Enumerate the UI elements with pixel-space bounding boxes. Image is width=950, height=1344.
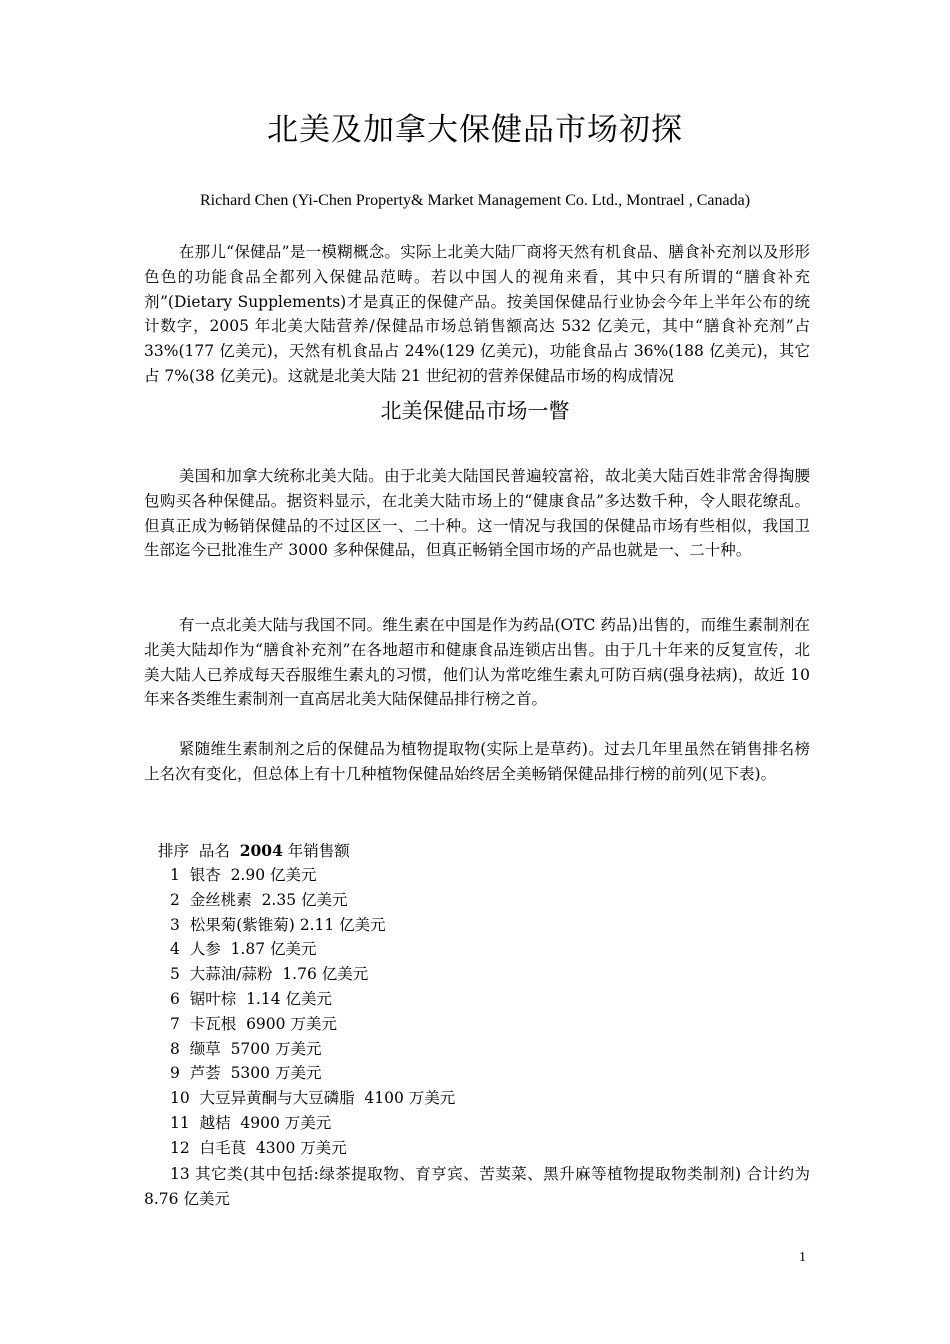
ranking-header-year: 2004 (239, 841, 283, 860)
ranking-item: 10 大豆异黄酮与大豆磷脂 4100 万美元 (170, 1089, 456, 1108)
ranking-item: 5 大蒜油/蒜粉 1.76 亿美元 (170, 965, 369, 984)
ranking-item: 9 芦荟 5300 万美元 (170, 1064, 322, 1083)
botanical-paragraph: 紧随维生素制剂之后的保健品为植物提取物(实际上是草药)。过去几年里虽然在销售排名榜上名次有变化，但总体上有十几种植物保健品始终居全美畅销保健品排行榜的前列(见下表)。 (144, 740, 810, 783)
document-title: 北美及加拿大保健品市场初探 (267, 112, 683, 148)
ranking-item: 11 越桔 4900 万美元 (170, 1113, 332, 1132)
author-line: Richard Chen (Yi-Chen Property& Market Management Co. Ltd., Montrael , Canada) (199, 192, 751, 209)
ranking-item: 1 银杏 2.90 亿美元 (170, 866, 317, 884)
ranking-item: 8 缬草 5700 万美元 (170, 1039, 322, 1058)
ranking-item-other: 13 其它类(其中包括:绿茶提取物、育亨宾、苦荬菜、黑升麻等植物提取物类制剂) 合计约为 8.76 亿美元 (144, 1165, 810, 1208)
section-title: 北美保健品市场一瞥 (380, 399, 570, 423)
vitamin-paragraph: 有一点北美大陆与我国不同。维生素在中国是作为药品(OTC 药品)出售的，而维生素制剂在北美大陆却作为“膳食补充剂”在各地超市和健康食品连锁店出售。由于几十年来的反复宣传，北美大陆人已养成每天吞服维生素丸的习惯，他们认为常吃维生素丸可防百病(强身祛病)，故近 10 年来各类维生素制剂一直高居北美大陆保健品排行榜之首。 (144, 616, 810, 709)
ranking-item: 6 锯叶棕 1.14 亿美元 (170, 989, 333, 1008)
ranking-item: 2 金丝桃素 2.35 亿美元 (170, 890, 348, 909)
ranking-header-prefix: 排序 品名 (158, 842, 240, 860)
ranking-list (170, 863, 810, 1161)
intro-paragraph: 在那儿“保健品”是一模糊概念。实际上北美大陆厂商将天然有机食品、膳食补充剂以及形形色色的功能食品全都列入保健品范畴。若以中国人的视角来看，其中只有所谓的“膳食补充剂”(Dietary Supplements)才是真正的保健产品。按美国保健品行业协会今年上半年公布的统计数字，2005 年北美大陆营养/保健品市场总销售额高达 532 亿美元，其中“膳食补充剂”占 33%(177 亿美元)，天然有机食品占 24%(129 亿美元)，功能食品占 36%(188 亿美元)，其它占 7%(38 亿美元)。这就是北美大陆 21 世纪初的营养保健品市场的构成情况 (144, 243, 810, 385)
ranking-header-suffix: 年销售额 (282, 842, 350, 860)
ranking-item: 3 松果菊(紫锥菊) 2.11 亿美元 (170, 915, 386, 934)
market-paragraph: 美国和加拿大统称北美大陆。由于北美大陆国民普遍较富裕，故北美大陆百姓非常舍得掏腰包购买各种保健品。据资料显示，在北美大陆市场上的“健康食品”多达数千种，令人眼花缭乱。但真正成为畅销保健品的不过区区一、二十种。这一情况与我国的保健品市场有些相似，我国卫生部迄今已批准生产 3000 多种保健品，但真正畅销全国市场的产品也就是一、二十种。 (144, 467, 810, 560)
ranking-header (158, 839, 350, 864)
ranking-item: 4 人参 1.87 亿美元 (170, 940, 317, 959)
ranking-item: 7 卡瓦根 6900 万美元 (170, 1014, 337, 1033)
page-number: 1 (799, 1250, 806, 1265)
ranking-item: 12 白毛茛 4300 万美元 (170, 1138, 347, 1157)
